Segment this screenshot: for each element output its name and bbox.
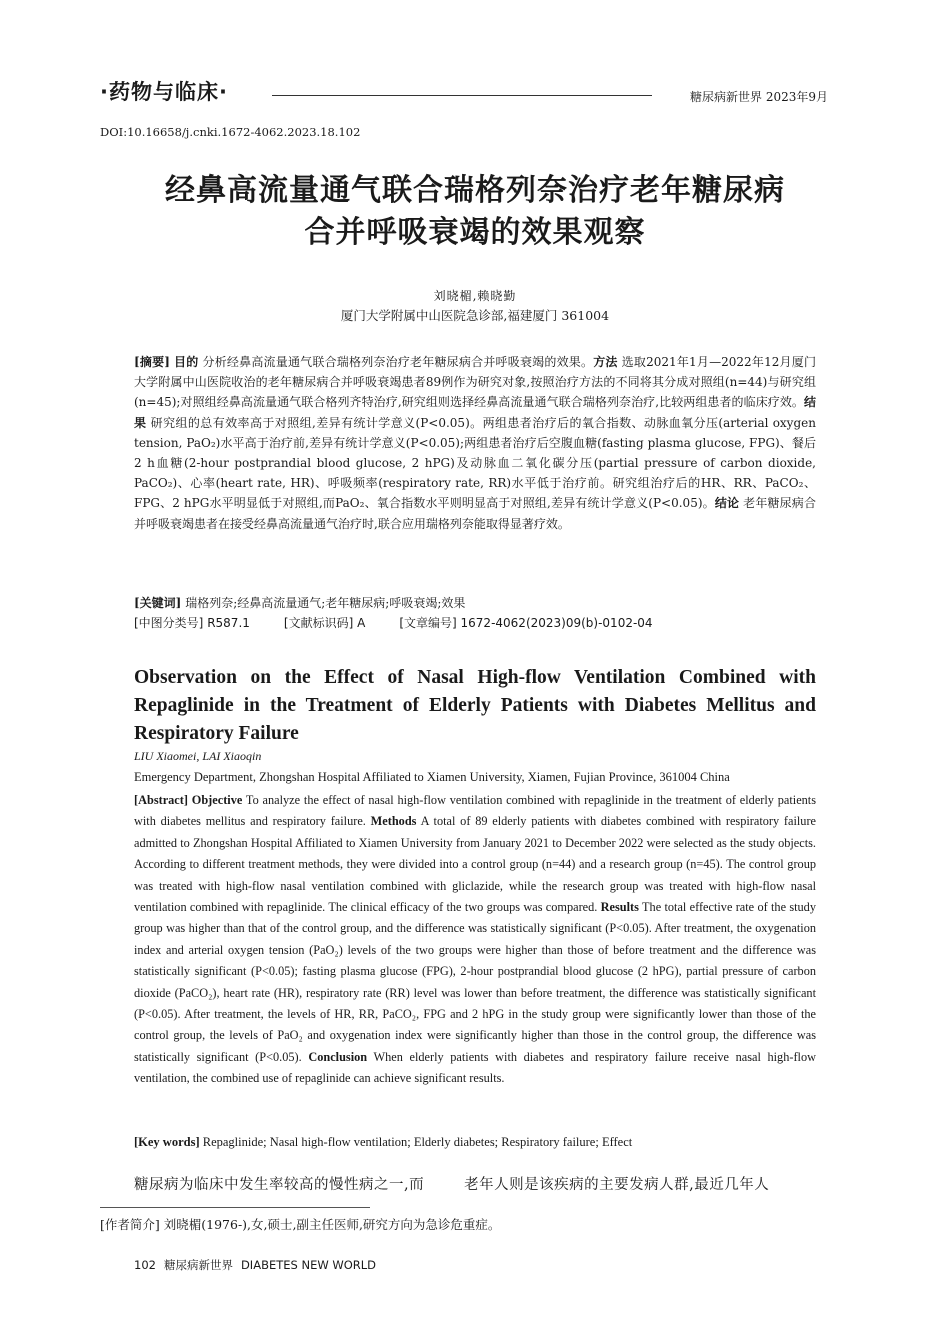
footer-journal-en: DIABETES NEW WORLD xyxy=(240,1258,377,1272)
cn-title xyxy=(60,170,890,254)
cn-conclusion-label: 结论 xyxy=(714,496,740,511)
doi[interactable]: DOI:10.16658/j.cnki.1672-4062.2023.18.102 xyxy=(100,125,361,139)
page-number: 102 xyxy=(134,1258,156,1272)
body-text-part-2: 老年人则是该疾病的主要发病人群,最近几年人 xyxy=(464,1177,770,1193)
cn-results-label: 结果 xyxy=(134,395,816,430)
class-number-value: R587.1 xyxy=(207,616,250,630)
footer-journal-cn: 糖尿病新世界 xyxy=(163,1258,233,1272)
cn-title-line-2: 合并呼吸衰竭的效果观察 xyxy=(304,215,646,250)
en-methods-text: A total of 89 elderly patients with diabetes combined with respiratory failure admitted to Zhongshan Hospital Affiliated to Xiamen University from January 2021 to December 2022 were selected as the study objects. According to different treatment methods, they were divided into a control group (n=44) and a research group (n=45). The control group was treated with high-flow nasal ventilation combined with gliclazide, while the research group was treated with high-flow nasal ventilation combined with repaglinide. The clinical efficacy of the two groups was compared. xyxy=(134,814,817,915)
body-text xyxy=(134,1173,850,1194)
cn-abstract xyxy=(134,352,816,534)
en-objective-label: Objective xyxy=(191,793,243,807)
en-abstract xyxy=(134,790,816,1090)
cn-keywords-text: 瑞格列奈;经鼻高流量通气;老年糖尿病;呼吸衰竭;效果 xyxy=(185,596,466,610)
cn-classification-row xyxy=(134,614,816,632)
en-title: Observation on the Effect of Nasal High-flow Ventilation Combined with Repaglinide in the Treatment of Elderly Patients with Diabetes Mellitus and Respiratory Failure xyxy=(134,667,816,744)
en-results-label: Results xyxy=(600,900,639,915)
class-number-label: [中图分类号] xyxy=(134,616,204,630)
en-methods-label: Methods xyxy=(370,814,417,829)
en-conclusion-text: When elderly patients with diabetes and respiratory failure receive nasal high-flow ventilation, the combined use of repaglinide can achieve significant results. xyxy=(134,1049,816,1086)
en-keywords-label: [Key words] xyxy=(134,1135,200,1149)
body-text-part-1: 糖尿病为临床中发生率较高的慢性病之一,而 xyxy=(134,1177,425,1193)
cn-keywords xyxy=(134,594,816,612)
en-keywords-text: Repaglinide; Nasal high-flow ventilation; Elderly diabetes; Respiratory failure; Effect xyxy=(202,1135,633,1149)
author-footnote xyxy=(100,1215,500,1233)
cn-affiliation: 厦门大学附属中山医院急诊部,福建厦门 361004 xyxy=(340,308,610,323)
cn-objective-label: 目的 xyxy=(174,355,199,369)
cn-keywords-label: [关键词] xyxy=(134,596,182,610)
en-results-text: The total effective rate of the study group was higher than that of the control group, and the difference was statistically significant (P<0.05). After treatment, the oxygenation index and arterial oxygen tension (PaO₂) levels of the two groups were higher than those of before treatment and the difference was statistically significant (P<0.05); fasting plasma glucose (FPG), 2-hour postprandial blood glucose (2 hPG), partial pressure of carbon dioxide (PaCO₂), heart rate (HR), respiratory rate (RR) level was lower than before treatment, the difference was statistically significant (P<0.05). After treatment, the levels of HR, RR, PaCO₂, FPG and 2 hPG in the study group were significantly lower than those of the control group, the levels of PaO₂ and oxygenation index were significantly higher than those in the control group, the difference was statistically significant (P<0.05). xyxy=(134,900,816,1064)
cn-methods-label: 方法 xyxy=(593,355,618,369)
en-conclusion-label: Conclusion xyxy=(308,1049,368,1064)
footnote-text: 刘晓楣(1976-),女,硕士,副主任医师,研究方向为急诊危重症。 xyxy=(163,1217,501,1232)
footnote-label: [作者简介] xyxy=(100,1217,160,1232)
cn-results-text: 研究组的总有效率高于对照组,差异有统计学意义(P<0.05)。两组患者治疗后的氧合指数、动脉血氧分压(arterial oxygen tension, PaO₂)水平高于治疗前,差异有统计学意义(P<0.05);两组患者治疗后空腹血糖(fasting plasma glucose, FPG)、餐后2 h血糖(2-hour postprandial blood glucose, 2 hPG)及动脉血二氧化碳分压(partial pressure of carbon dioxide, PaCO₂)、心率(heart rate, HR)、呼吸频率(respiratory rate, RR)水平低于治疗前。研究组治疗后的HR、RR、PaCO₂、FPG、2 hPG水平明显低于对照组,而PaO₂、氧合指数水平则明显高于对照组,差异有统计学意义(P<0.05)。 xyxy=(134,415,816,511)
cn-title-line-1: 经鼻高流量通气联合瑞格列奈治疗老年糖尿病 xyxy=(165,173,785,208)
page-footer xyxy=(134,1257,376,1273)
en-keywords xyxy=(134,1133,816,1151)
section-label: ·药物与临床· xyxy=(100,80,228,104)
doc-code-value: A xyxy=(357,616,366,630)
en-authors: LIU Xiaomei, LAI Xiaoqin xyxy=(134,749,262,763)
article-number-label: [文章编号] xyxy=(399,616,457,630)
cn-abstract-label: [摘要] xyxy=(134,355,170,369)
cn-methods-text: 选取2021年1月—2022年12月厦门大学附属中山医院收治的老年糖尿病合并呼吸衰竭患者89例作为研究对象,按照治疗方法的不同将其分成对照组(n=44)与研究组(n=45);对照组经鼻高流量通气联合格列齐特治疗,研究组则选择经鼻高流量通气联合瑞格列奈治疗,比较两组患者的临床疗效。 xyxy=(134,355,816,410)
en-affiliation: Emergency Department, Zhongshan Hospital Affiliated to Xiamen University, Xiamen, Fujian Province, 361004 China xyxy=(134,770,730,784)
en-abstract-label: [Abstract] xyxy=(134,793,188,807)
cn-objective-text: 分析经鼻高流量通气联合瑞格列奈治疗老年糖尿病合并呼吸衰竭的效果。 xyxy=(202,355,594,369)
article-number-value: 1672-4062(2023)09(b)-0102-04 xyxy=(460,616,653,630)
cn-conclusion-text: 老年糖尿病合并呼吸衰竭患者在接受经鼻高流量通气治疗时,联合应用瑞格列奈能取得显著疗效。 xyxy=(134,496,816,531)
cn-authors: 刘晓楣,赖晓勤 xyxy=(433,289,517,303)
en-objective-text: To analyze the effect of nasal high-flow ventilation combined with repaglinide in the treatment of elderly patients with diabetes mellitus and respiratory failure. xyxy=(134,793,816,829)
journal-issue: 糖尿病新世界 2023年9月 xyxy=(690,90,828,104)
footnote-rule xyxy=(100,1207,370,1208)
header-rule xyxy=(272,95,652,96)
doc-code-label: [文献标识码] xyxy=(283,616,354,630)
